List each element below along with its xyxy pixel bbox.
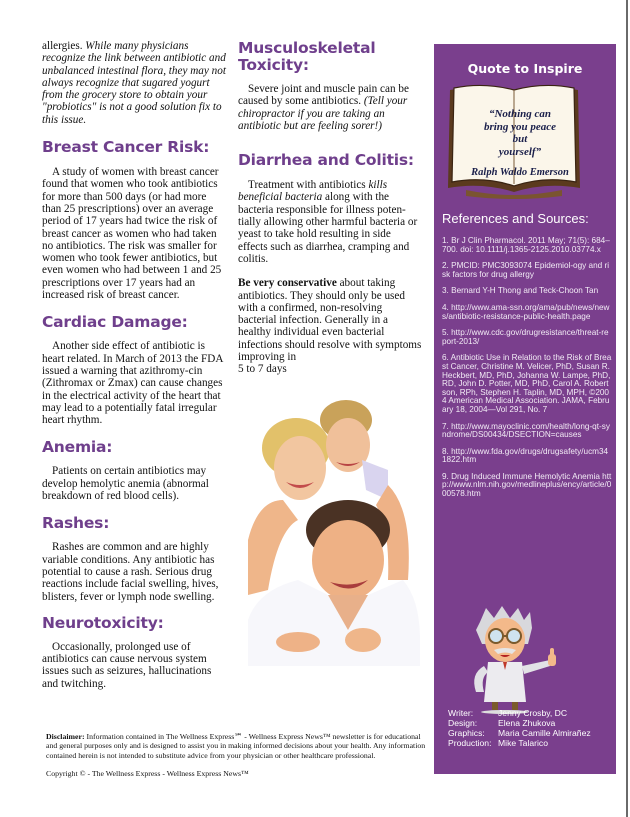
quote-text bbox=[456, 108, 584, 158]
quote-title: Quote to Inspire bbox=[467, 61, 583, 76]
doctor-illustration bbox=[458, 604, 568, 714]
body-rashes: Rashes are common and are highly variable conditions. Any antibiotic has potential to cause a rash. Serious drug reactions include facial swelling, hives, blisters, fever or lymph node swelling. bbox=[42, 541, 219, 603]
quote-line: bring you peace bbox=[483, 120, 557, 133]
reference-item: 5. http://www.cdc.gov/drugresistance/threat-report-2013/ bbox=[442, 328, 609, 346]
disclaimer bbox=[46, 732, 426, 760]
doctor-thumbs-up-icon bbox=[458, 604, 568, 714]
credit-label: Production: bbox=[448, 738, 492, 748]
body-diarrhea-1 bbox=[238, 179, 422, 265]
body-cardiac-damage: Another side effect of antibiotic is heart related. In March of 2013 the FDA issued a warning that azithromy-cin (Zithromax or Zmax) can cause changes in the electrical activity of the heart that may lead to a potentially fatal irregular heart rhythm. bbox=[42, 340, 223, 427]
credits bbox=[448, 708, 614, 748]
copyright: Copyright © - The Wellness Express - Wellness Express News™ bbox=[46, 768, 249, 778]
musculo-italic: (Tell your chiropractor if you are taking an antibiotic but are feeling sorer!) bbox=[238, 95, 408, 132]
disclaimer-label: Disclaimer: bbox=[46, 732, 85, 741]
intro-plain: allergies. bbox=[42, 40, 86, 52]
reference-item: 6. Antibiotic Use in Relation to the Risk of Breast Cancer, Christine M. Velicer, PhD, Susan R. Heckbert, MD, PhD, Johanna W. Lampe, PhD, RD, John D. Potter, MD, PhD, Carol A. Robertson, RPh, Stephen H. Taplin, MD, MPH, ©2004 American Medical Association. JAMA, February 18, 2004—Vol 291, No. 7 bbox=[442, 353, 612, 414]
credit-value: Maria Camille Almirañez bbox=[498, 728, 591, 738]
reference-item: 8. http://www.fda.gov/drugs/drugsafety/ucm341822.htm bbox=[442, 446, 609, 465]
heading-neurotoxicity: Neurotoxicity: bbox=[42, 613, 164, 632]
heading-musculoskeletal: Musculoskeletal Toxicity: bbox=[238, 39, 376, 74]
credit-design bbox=[448, 718, 614, 728]
references-list bbox=[442, 237, 612, 507]
quote-book bbox=[446, 84, 582, 199]
reference-item: 7. http://www.mayoclinic.com/health/long-qt-syndrome/DS00434/DSECTION=causes bbox=[442, 421, 610, 440]
credit-writer bbox=[448, 708, 614, 718]
middle-column bbox=[238, 40, 422, 376]
page-edge bbox=[626, 0, 628, 817]
diarrhea-p2-last: 5 to 7 days bbox=[238, 363, 287, 376]
musculo-plain: Severe joint and muscle pain can be caused by some antibiotics. bbox=[238, 83, 409, 108]
reference-item: 3. Bernard Y-H Thong and Teck-Choon Tan bbox=[442, 286, 599, 296]
body-breast-cancer: A study of women with breast cancer found that women who took antibiotics for more than 500 days (or had more than 25 prescriptions) over an average period of 17 years had twice the risk of breast cancer as women who had taken no antibiotics. The risk was smaller for women who took fewer antibiotics, but even women who had between 1 and 25 prescriptions over 17 years had an increased risk of breast cancer. bbox=[42, 166, 222, 302]
reference-item: 1. Br J Clin Pharmacol. 2011 May; 71(5): 684–700. doi: 10.1111/j.1365-2125.2010.03774.x bbox=[442, 236, 610, 254]
quote-author: Ralph Waldo Emerson bbox=[471, 167, 569, 178]
diarrhea-p1-italic: kills beneficial bacteria bbox=[238, 179, 388, 204]
intro-italic: While many physicians recognize the link between antibiotic and unbalanced intestinal flora, they may not always recognize that sugared yogurt from the grocery store to obtain your "probiotics" is not a good solution fix to this issue. bbox=[42, 40, 226, 126]
credit-label: Design: bbox=[448, 718, 478, 728]
diarrhea-p1-start: Treatment with antibiotics bbox=[248, 179, 369, 192]
diarrhea-p2-rest: about taking antibiotics. They should only be used with a confirmed, non-resolving bacterial infection. Generally in a healthy individual even bacterial infections should resolve with symptoms improving in bbox=[238, 277, 422, 364]
body-neurotoxicity: Occasionally, prolonged use of antibiotics can cause nervous system issues such as seizures, hallucinations and twitching. bbox=[42, 640, 212, 690]
heading-breast-cancer: Breast Cancer Risk: bbox=[42, 138, 210, 157]
heading-rashes: Rashes: bbox=[42, 514, 110, 533]
reference-item: 2. PMCID: PMC3093074 Epidemiol-ogy and risk factors for drug allergy bbox=[442, 261, 610, 279]
diarrhea-p2-bold: Be very conservative bbox=[238, 277, 337, 290]
family-photo-illustration bbox=[238, 390, 420, 666]
credit-graphics bbox=[448, 728, 614, 738]
disclaimer-text: Information contained in The Wellness Express℠ - Wellness Express News™ newsletter is for educational and general purposes only and is designed to assist you in making informed decisions about your health. Any information contained herein is not intended to substitute advice from your physician or other healthcare professional. bbox=[46, 732, 426, 760]
quote-line: but bbox=[512, 133, 528, 145]
credit-label: Writer: bbox=[448, 708, 474, 718]
quote-line: yourself” bbox=[498, 145, 542, 158]
sidebar bbox=[434, 44, 616, 774]
reference-item: 4. http://www.ama-ssn.org/ama/pub/news/news/antibiotic-resistance-public-health.page bbox=[442, 302, 610, 321]
credit-label: Graphics: bbox=[448, 728, 485, 738]
credit-production bbox=[448, 738, 614, 748]
footer bbox=[46, 732, 426, 778]
body-anemia: Patients on certain antibiotics may develop hemolytic anemia (abnormal breakdown of red blood cells). bbox=[42, 465, 209, 503]
family-photo bbox=[238, 390, 420, 666]
body-musculoskeletal bbox=[238, 83, 422, 132]
left-column bbox=[42, 40, 228, 690]
heading-diarrhea-colitis: Diarrhea and Colitis: bbox=[238, 151, 414, 170]
credit-value: Jenny Crosby, DC bbox=[498, 708, 568, 718]
quote-line: “Nothing can bbox=[488, 108, 552, 120]
reference-item: 9. Drug Induced Immune Hemolytic Anemia http://www.nlm.nih.gov/medlineplus/ency/article/000578.htm bbox=[442, 471, 612, 499]
heading-anemia: Anemia: bbox=[42, 438, 113, 457]
heading-cardiac-damage: Cardiac Damage: bbox=[42, 313, 188, 332]
credit-value: Mike Talarico bbox=[498, 738, 548, 748]
intro-paragraph bbox=[42, 40, 228, 126]
credit-value: Elena Zhukova bbox=[498, 718, 556, 728]
body-diarrhea-2 bbox=[238, 277, 422, 375]
diarrhea-p1-end: along with the bacteria responsible for illness poten-tially allowing other harmful bacteria or yeast to take hold resulting in side effects such as diarrhea, cramping and colitis. bbox=[238, 191, 418, 265]
references-title: References and Sources: bbox=[442, 211, 589, 226]
